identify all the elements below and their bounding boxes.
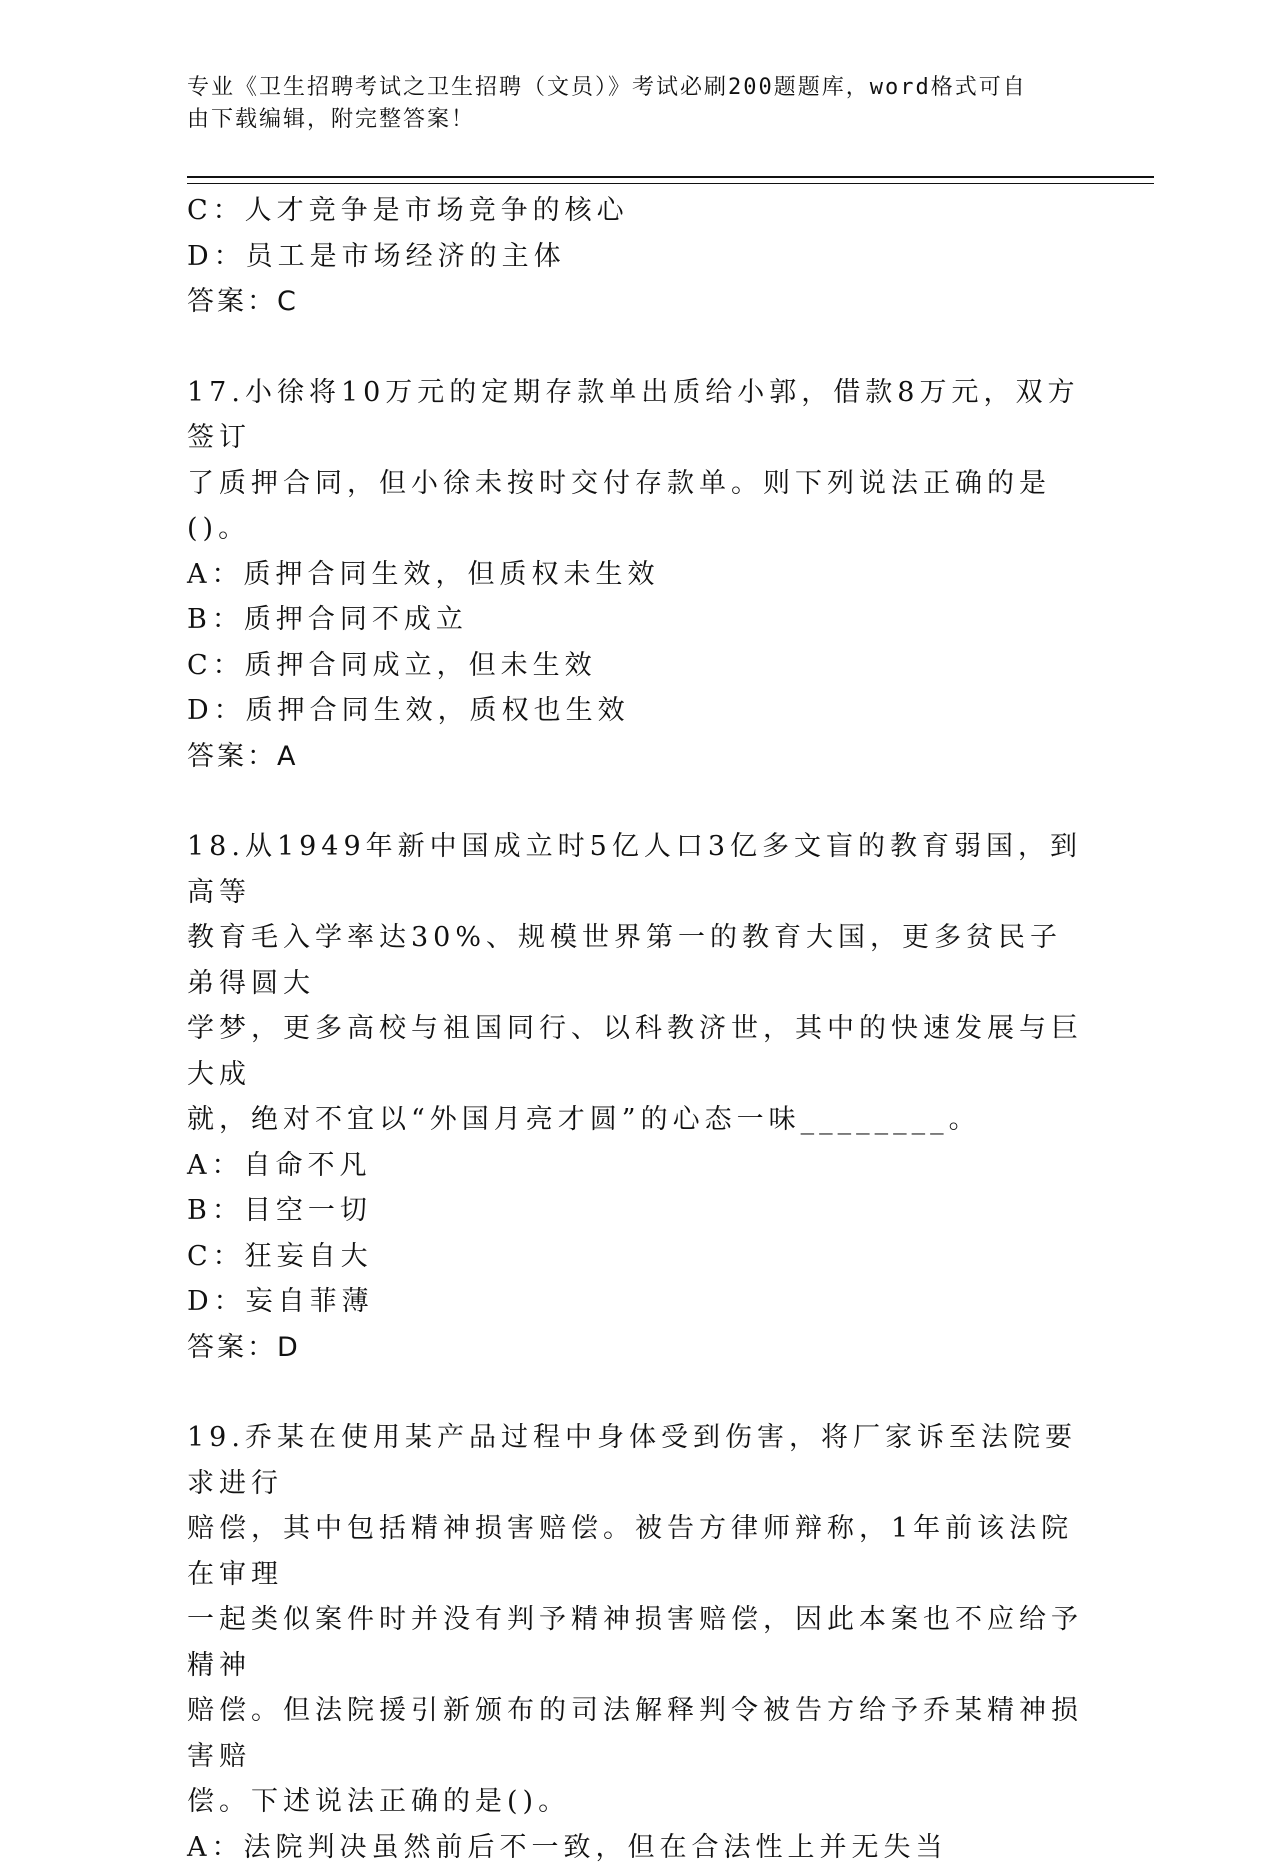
question-text-line: 18.从1949年新中国成立时5亿人口3亿多文盲的教育弱国，到高等 xyxy=(187,824,1087,915)
question-16 xyxy=(187,188,1087,325)
answer: 答案：D xyxy=(187,1325,1087,1371)
option-c: C：质押合同成立，但未生效 xyxy=(187,643,1087,689)
option-a: A：质押合同生效，但质权未生效 xyxy=(187,552,1087,598)
spacer xyxy=(187,325,1087,370)
question-text-line: 赔偿。但法院援引新颁布的司法解释判令被告方给予乔某精神损害赔 xyxy=(187,1688,1087,1779)
question-text-line: 学梦，更多高校与祖国同行、以科教济世，其中的快速发展与巨大成 xyxy=(187,1006,1087,1097)
question-19 xyxy=(187,1415,1087,1870)
question-text-line: 了质押合同，但小徐未按时交付存款单。则下列说法正确的是()。 xyxy=(187,461,1087,552)
header-line-1: 专业《卫生招聘考试之卫生招聘（文员）》考试必刷200题题库，word格式可自 xyxy=(187,72,1067,104)
question-text-line: 就，绝对不宜以“外国月亮才圆”的心态一味________。 xyxy=(187,1097,1087,1143)
answer: 答案：A xyxy=(187,734,1087,780)
question-text-line: 赔偿，其中包括精神损害赔偿。被告方律师辩称，1年前该法院在审理 xyxy=(187,1506,1087,1597)
question-text-line: 17.小徐将10万元的定期存款单出质给小郭，借款8万元，双方签订 xyxy=(187,370,1087,461)
question-text-line: 19.乔某在使用某产品过程中身体受到伤害，将厂家诉至法院要求进行 xyxy=(187,1415,1087,1506)
header-rule-thin xyxy=(187,183,1154,184)
option-c: C：人才竞争是市场竞争的核心 xyxy=(187,188,1087,234)
question-text-line: 偿。下述说法正确的是()。 xyxy=(187,1779,1087,1825)
option-b: B：质押合同不成立 xyxy=(187,597,1087,643)
question-18 xyxy=(187,824,1087,1370)
question-text-line: 教育毛入学率达30%、规模世界第一的教育大国，更多贫民子弟得圆大 xyxy=(187,915,1087,1006)
header-line-2: 由下载编辑，附完整答案！ xyxy=(187,104,1067,136)
option-d: D：妄自菲薄 xyxy=(187,1279,1087,1325)
answer: 答案：C xyxy=(187,279,1087,325)
question-text-line: 一起类似案件时并没有判予精神损害赔偿，因此本案也不应给予精神 xyxy=(187,1597,1087,1688)
option-d: D：员工是市场经济的主体 xyxy=(187,234,1087,280)
document-header xyxy=(187,72,1067,136)
option-b: B：目空一切 xyxy=(187,1188,1087,1234)
spacer xyxy=(187,779,1087,824)
header-rule-thick xyxy=(187,176,1154,178)
option-c: C：狂妄自大 xyxy=(187,1234,1087,1280)
question-17 xyxy=(187,370,1087,780)
question-list xyxy=(187,188,1087,1870)
spacer xyxy=(187,1370,1087,1415)
option-d: D：质押合同生效，质权也生效 xyxy=(187,688,1087,734)
option-a: A：自命不凡 xyxy=(187,1143,1087,1189)
option-a: A：法院判决虽然前后不一致，但在合法性上并无失当 xyxy=(187,1825,1087,1870)
